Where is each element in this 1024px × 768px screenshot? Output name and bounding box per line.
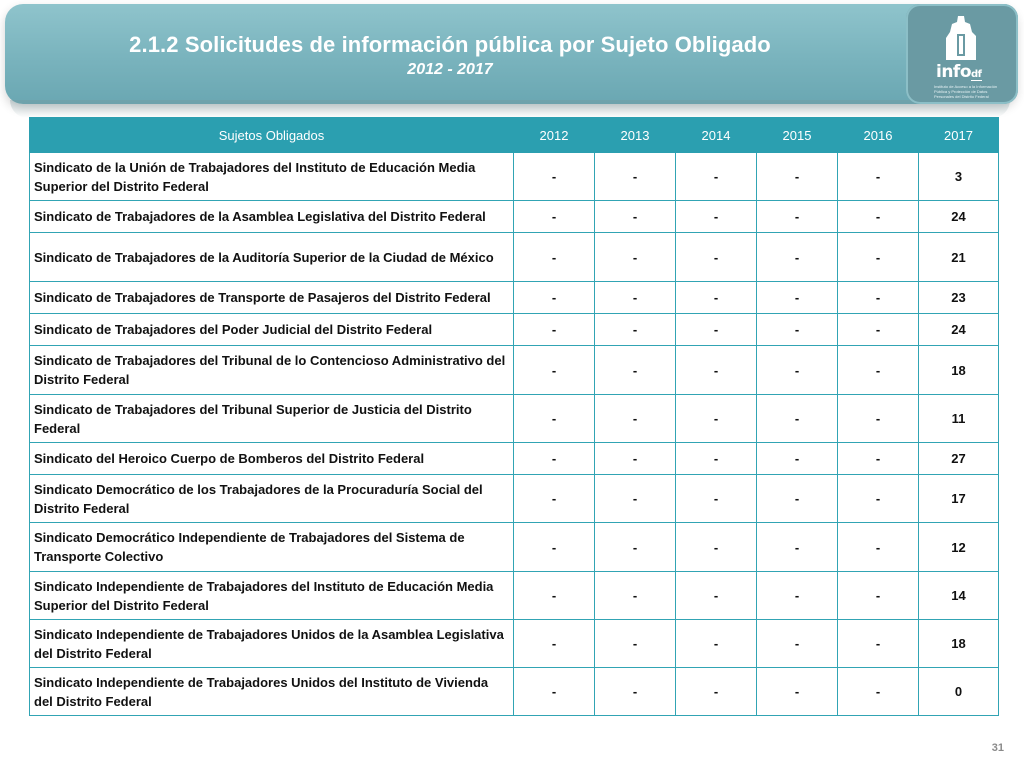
- cell-2016: -: [838, 153, 919, 201]
- table-row: [30, 668, 999, 716]
- cell-2013: -: [595, 346, 676, 395]
- row-name: Sindicato Democrático Independiente de Trabajadores del Sistema de Transporte Colectivo: [30, 523, 514, 572]
- cell-2012: -: [514, 572, 595, 620]
- row-name: Sindicato Independiente de Trabajadores del Instituto de Educación Media Superior del Distrito Federal: [30, 572, 514, 620]
- cell-2013: -: [595, 620, 676, 668]
- table-row: [30, 395, 999, 443]
- header-2013: 2013: [595, 118, 676, 153]
- cell-2016: -: [838, 443, 919, 475]
- cell-2015: -: [757, 346, 838, 395]
- row-name: Sindicato de Trabajadores de la Asamblea Legislativa del Distrito Federal: [30, 201, 514, 233]
- row-name: Sindicato de Trabajadores de la Auditoría Superior de la Ciudad de México: [30, 233, 514, 282]
- cell-2012: -: [514, 395, 595, 443]
- logo-wordmark: infodf: [936, 62, 982, 82]
- logo-caption: Instituto de Acceso a la Información Pública y Protección de Datos Personales del Distrito Federal: [934, 84, 998, 99]
- row-name: Sindicato Democrático de los Trabajadores de la Procuraduría Social del Distrito Federal: [30, 475, 514, 523]
- cell-2012: -: [514, 153, 595, 201]
- row-name: Sindicato de Trabajadores del Poder Judicial del Distrito Federal: [30, 314, 514, 346]
- cell-2017: 27: [919, 443, 999, 475]
- cell-2015: -: [757, 395, 838, 443]
- table-row: [30, 314, 999, 346]
- cell-2015: -: [757, 620, 838, 668]
- cell-2014: -: [676, 346, 757, 395]
- cell-2012: -: [514, 201, 595, 233]
- cell-2012: -: [514, 668, 595, 716]
- cell-2015: -: [757, 523, 838, 572]
- cell-2012: -: [514, 314, 595, 346]
- cell-2014: -: [676, 572, 757, 620]
- cell-2015: -: [757, 443, 838, 475]
- cell-2013: -: [595, 443, 676, 475]
- cell-2013: -: [595, 153, 676, 201]
- cell-2014: -: [676, 395, 757, 443]
- cell-2015: -: [757, 314, 838, 346]
- row-name: Sindicato Independiente de Trabajadores Unidos del Instituto de Vivienda del Distrito Federal: [30, 668, 514, 716]
- header-2015: 2015: [757, 118, 838, 153]
- table-row: [30, 282, 999, 314]
- cell-2014: -: [676, 475, 757, 523]
- table-row: [30, 201, 999, 233]
- cell-2016: -: [838, 314, 919, 346]
- page-title: 2.1.2 Solicitudes de información pública por Sujeto Obligado: [129, 32, 771, 57]
- cell-2016: -: [838, 523, 919, 572]
- cell-2013: -: [595, 668, 676, 716]
- cell-2017: 12: [919, 523, 999, 572]
- row-name: Sindicato Independiente de Trabajadores Unidos de la Asamblea Legislativa del Distrito Federal: [30, 620, 514, 668]
- cell-2012: -: [514, 282, 595, 314]
- cell-2016: -: [838, 668, 919, 716]
- cell-2012: -: [514, 475, 595, 523]
- cell-2017: 3: [919, 153, 999, 201]
- table-row: [30, 153, 999, 201]
- cell-2017: 14: [919, 572, 999, 620]
- table-row: [30, 620, 999, 668]
- cell-2016: -: [838, 395, 919, 443]
- cell-2014: -: [676, 201, 757, 233]
- cell-2015: -: [757, 668, 838, 716]
- cell-2017: 24: [919, 314, 999, 346]
- header-2017: 2017: [919, 118, 999, 153]
- table-header-row: [30, 118, 999, 153]
- header-sujetos: Sujetos Obligados: [30, 118, 514, 153]
- cell-2015: -: [757, 233, 838, 282]
- row-name: Sindicato de Trabajadores de Transporte de Pasajeros del Distrito Federal: [30, 282, 514, 314]
- cell-2014: -: [676, 282, 757, 314]
- cell-2017: 0: [919, 668, 999, 716]
- infodf-logo: [906, 4, 1018, 104]
- cell-2017: 23: [919, 282, 999, 314]
- cell-2014: -: [676, 153, 757, 201]
- cell-2015: -: [757, 282, 838, 314]
- cell-2017: 24: [919, 201, 999, 233]
- cell-2016: -: [838, 201, 919, 233]
- cell-2015: -: [757, 153, 838, 201]
- cell-2014: -: [676, 668, 757, 716]
- cell-2016: -: [838, 282, 919, 314]
- cell-2012: -: [514, 443, 595, 475]
- cell-2017: 18: [919, 346, 999, 395]
- row-name: Sindicato de Trabajadores del Tribunal de lo Contencioso Administrativo del Distrito Federal: [30, 346, 514, 395]
- cell-2016: -: [838, 620, 919, 668]
- row-name: Sindicato de Trabajadores del Tribunal Superior de Justicia del Distrito Federal: [30, 395, 514, 443]
- cell-2012: -: [514, 233, 595, 282]
- cell-2016: -: [838, 233, 919, 282]
- cell-2013: -: [595, 523, 676, 572]
- row-name: Sindicato del Heroico Cuerpo de Bomberos del Distrito Federal: [30, 443, 514, 475]
- table-row: [30, 523, 999, 572]
- table-row: [30, 233, 999, 282]
- cell-2012: -: [514, 620, 595, 668]
- cell-2017: 11: [919, 395, 999, 443]
- cell-2014: -: [676, 314, 757, 346]
- table-row: [30, 572, 999, 620]
- cell-2012: -: [514, 346, 595, 395]
- page-number: 31: [991, 742, 1004, 754]
- cell-2015: -: [757, 201, 838, 233]
- table-row: [30, 346, 999, 395]
- row-name: Sindicato de la Unión de Trabajadores del Instituto de Educación Media Superior del Distrito Federal: [30, 153, 514, 201]
- page-subtitle: 2012 - 2017: [407, 61, 493, 78]
- solicitudes-table: [29, 117, 999, 716]
- cell-2013: -: [595, 395, 676, 443]
- cell-2017: 17: [919, 475, 999, 523]
- cell-2013: -: [595, 201, 676, 233]
- cell-2014: -: [676, 233, 757, 282]
- cell-2016: -: [838, 572, 919, 620]
- table-row: [30, 475, 999, 523]
- table-row: [30, 443, 999, 475]
- cell-2012: -: [514, 523, 595, 572]
- cell-2014: -: [676, 620, 757, 668]
- banner-shadow: [10, 100, 1010, 118]
- cell-2016: -: [838, 475, 919, 523]
- cell-2013: -: [595, 282, 676, 314]
- cell-2014: -: [676, 523, 757, 572]
- cell-2015: -: [757, 475, 838, 523]
- header-2016: 2016: [838, 118, 919, 153]
- cell-2013: -: [595, 233, 676, 282]
- cell-2014: -: [676, 443, 757, 475]
- cell-2013: -: [595, 314, 676, 346]
- cell-2017: 21: [919, 233, 999, 282]
- cell-2013: -: [595, 475, 676, 523]
- cell-2016: -: [838, 346, 919, 395]
- header-2012: 2012: [514, 118, 595, 153]
- cell-2013: -: [595, 572, 676, 620]
- cell-2017: 18: [919, 620, 999, 668]
- header-2014: 2014: [676, 118, 757, 153]
- cell-2015: -: [757, 572, 838, 620]
- monument-icon: [944, 14, 978, 64]
